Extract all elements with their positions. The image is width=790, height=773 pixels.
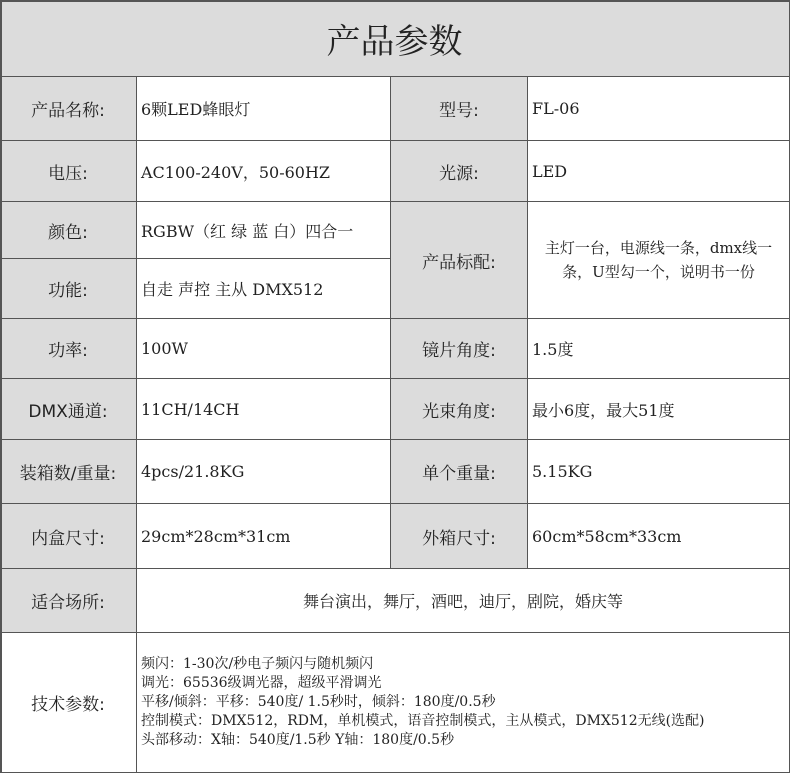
light-source-value [528, 141, 790, 202]
outer-box-value [528, 504, 790, 569]
power-label [0, 319, 137, 379]
function-label [0, 259, 137, 319]
venues-value-text: 舞台演出，舞厅，酒吧，迪厅，剧院，婚庆等 [302, 592, 623, 611]
page-title [0, 0, 790, 77]
model-value-text: FL-06 [532, 99, 580, 118]
venues-label [0, 569, 137, 633]
tech-line-strobe: 频闪：1-30次/秒电子频闪与随机频闪 [141, 656, 374, 672]
accessories-value [528, 202, 790, 319]
color-label-text: 颜色: [48, 222, 88, 243]
light-source-label-text: 光源: [439, 163, 479, 184]
voltage-value-text: AC100-240V，50-60HZ [141, 162, 331, 182]
model-label-text: 型号: [439, 101, 479, 121]
dmx-channel-label-text: DMX通道: [28, 401, 108, 422]
voltage-label-text: 电压: [48, 163, 88, 184]
product-name-value [137, 77, 391, 141]
venues-label-text: 适合场所: [31, 593, 105, 613]
page-title-text: 产品参数 [326, 21, 463, 62]
unit-weight-value-text: 5.15KG [532, 462, 593, 481]
inner-box-value-text: 29cm*28cm*31cm [141, 526, 291, 546]
dmx-channel-value [137, 379, 391, 440]
accessories-value-text: 主灯一台，电源线一条，dmx线一条，U型勾一个，说明书一份 [544, 239, 773, 281]
product-name-label-text: 产品名称: [31, 101, 105, 121]
tech-line-control-mode: 控制模式：DMX512，RDM，单机模式，语音控制模式，主从模式，DMX512无线(选配) [141, 713, 705, 729]
function-label-text: 功能: [48, 281, 88, 301]
tech-line-dimming: 调光：65536级调光器，超级平滑调光 [141, 675, 382, 691]
tech-params-value [137, 633, 790, 773]
power-value-text: 100W [141, 339, 188, 358]
lens-angle-label-text: 镜片角度: [422, 341, 496, 361]
outer-box-value-text: 60cm*58cm*33cm [532, 526, 682, 546]
unit-weight-value [528, 440, 790, 504]
lens-angle-value-text: 1.5度 [532, 340, 574, 359]
color-label [0, 202, 137, 259]
tech-line-pan-tilt: 平移/倾斜：平移：540度/ 1.5秒时，倾斜：180度/0.5秒 [141, 694, 496, 710]
lens-angle-label [391, 319, 528, 379]
lens-angle-value [528, 319, 790, 379]
tech-params-label-text: 技术参数: [31, 695, 105, 715]
packing-label [0, 440, 137, 504]
color-value-text: RGBW（红 绿 蓝 白）四合一 [141, 221, 354, 241]
inner-box-value [137, 504, 391, 569]
venues-value [137, 569, 790, 633]
inner-box-label [0, 504, 137, 569]
outer-box-label [391, 504, 528, 569]
accessories-label-text: 产品标配: [422, 252, 496, 273]
unit-weight-label-text: 单个重量: [422, 464, 496, 484]
packing-value [137, 440, 391, 504]
voltage-value [137, 141, 391, 202]
product-name-value-text: 6颗LED蜂眼灯 [141, 100, 251, 119]
unit-weight-label [391, 440, 528, 504]
beam-angle-value-text: 最小6度，最大51度 [532, 400, 675, 420]
color-value [137, 202, 391, 259]
function-value [137, 259, 391, 319]
accessories-label [391, 202, 528, 319]
tech-line-head-movement: 头部移动：X轴：540度/1.5秒 Y轴：180度/0.5秒 [141, 732, 455, 748]
packing-value-text: 4pcs/21.8KG [141, 462, 245, 481]
model-label [391, 77, 528, 141]
model-value [528, 77, 790, 141]
dmx-channel-label [0, 379, 137, 440]
beam-angle-label-text: 光束角度: [422, 401, 496, 422]
beam-angle-label [391, 379, 528, 440]
light-source-value-text: LED [532, 161, 568, 181]
packing-label-text: 装箱数/重量: [19, 464, 117, 484]
tech-params-label [0, 633, 137, 773]
light-source-label [391, 141, 528, 202]
voltage-label [0, 141, 137, 202]
inner-box-label-text: 内盒尺寸: [31, 528, 105, 549]
power-value [137, 319, 391, 379]
dmx-channel-value-text: 11CH/14CH [141, 399, 240, 419]
beam-angle-value [528, 379, 790, 440]
outer-box-label-text: 外箱尺寸: [422, 528, 496, 549]
power-label-text: 功率: [48, 341, 88, 361]
function-value-text: 自走 声控 主从 DMX512 [141, 280, 324, 299]
product-name-label [0, 77, 137, 141]
